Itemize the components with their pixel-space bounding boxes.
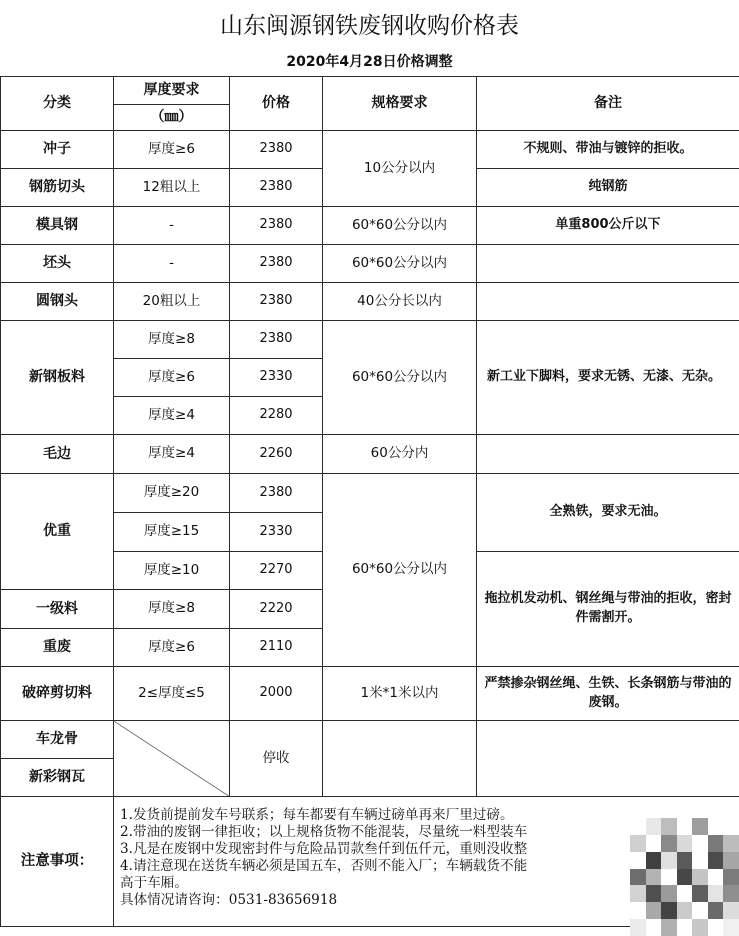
page-subtitle: 2020年4月28日价格调整: [286, 54, 453, 70]
table-row: [1, 131, 739, 169]
spec-cell: 60*60公分以内: [323, 207, 477, 245]
spec-cell: 60公分内: [323, 435, 477, 474]
spec-cell: 40公分长以内: [323, 283, 477, 321]
notice-line: 4.请注意现在送货车辆必须是国五车，否则不能入厂；车辆载货不能: [120, 858, 528, 874]
header-spec: 规格要求: [323, 77, 477, 131]
spec-cell: 60*60公分以内: [323, 474, 477, 667]
price-cell: 2330: [230, 359, 323, 397]
table-row: [1, 283, 739, 321]
table-row: [1, 207, 739, 245]
table-row: [1, 435, 739, 474]
thickness-cell: 厚度≥10: [114, 552, 230, 590]
category-cell: 新彩钢瓦: [1, 759, 114, 797]
category-cell: 车龙骨: [1, 721, 114, 759]
price-cell: 2110: [230, 629, 323, 667]
thickness-cell: 厚度≥8: [114, 590, 230, 629]
price-cell: 2380: [230, 169, 323, 207]
thickness-cell: -: [114, 207, 230, 245]
remark-cell: 严禁掺杂钢丝绳、生铁、长条钢筋与带油的废钢。: [477, 667, 739, 721]
notice-line: 2.带油的废钢一律拒收；以上规格货物不能混装，尽量统一料型装车: [120, 824, 528, 840]
thickness-cell: 厚度≥6: [114, 131, 230, 169]
page-title: 山东闽源钢铁废钢收购价格表: [220, 12, 519, 39]
price-cell: 2380: [230, 283, 323, 321]
header-category: 分类: [1, 77, 114, 131]
thickness-cell: 12粗以上: [114, 169, 230, 207]
thickness-cell: 厚度≥6: [114, 629, 230, 667]
price-cell: 2330: [230, 513, 323, 552]
thickness-cell: 20粗以上: [114, 283, 230, 321]
thickness-cell: -: [114, 245, 230, 283]
table-row: [1, 721, 739, 759]
thickness-cell: 2≤厚度≤5: [114, 667, 230, 721]
category-cell: 冲子: [1, 131, 114, 169]
price-cell: 2380: [230, 474, 323, 513]
thickness-cell: 厚度≥20: [114, 474, 230, 513]
notice-line: 具体情况请咨询：0531-83656918: [120, 892, 338, 908]
price-cell: 2000: [230, 667, 323, 721]
notice-label: 注意事项：: [1, 797, 114, 927]
price-cell: 2260: [230, 435, 323, 474]
category-cell: 毛边: [1, 435, 114, 474]
category-cell: 钢筋切头: [1, 169, 114, 207]
stopped-cell: 停收: [230, 721, 323, 797]
remark-cell: [477, 245, 739, 283]
header-price: 价格: [230, 77, 323, 131]
table-row: [1, 245, 739, 283]
category-cell: 坯头: [1, 245, 114, 283]
category-cell: 新钢板料: [1, 321, 114, 435]
notice-line: 1.发货前提前发车号联系；每车都要有车辆过磅单再来厂里过磅。: [120, 807, 514, 823]
category-cell: 一级料: [1, 590, 114, 629]
header-remark: 备注: [477, 77, 739, 131]
price-cell: 2380: [230, 321, 323, 359]
table-header-row: [1, 77, 739, 105]
remark-cell: 纯钢筋: [477, 169, 739, 207]
category-cell: 圆钢头: [1, 283, 114, 321]
remark-cell: 不规则、带油与镀锌的拒收。: [477, 131, 739, 169]
remark-cell: [477, 721, 739, 797]
notice-line: 3.凡是在废钢中发现密封件与危险品罚款叁仟到伍仟元，重则没收整: [120, 841, 528, 857]
header-thickness: 厚度要求: [114, 77, 230, 105]
spec-cell: 60*60公分以内: [323, 245, 477, 283]
remark-cell: [477, 283, 739, 321]
price-cell: 2380: [230, 207, 323, 245]
price-cell: 2280: [230, 397, 323, 435]
notice-row: [1, 797, 739, 927]
thickness-cell: 厚度≥8: [114, 321, 230, 359]
thickness-cell: 厚度≥15: [114, 513, 230, 552]
category-cell: 重废: [1, 629, 114, 667]
thickness-cell-empty: [114, 721, 230, 797]
remark-cell: 单重800公斤以下: [477, 207, 739, 245]
remark-cell: [477, 435, 739, 474]
spec-cell: [323, 721, 477, 797]
category-cell: 优重: [1, 474, 114, 590]
price-cell: 2380: [230, 131, 323, 169]
category-cell: 模具钢: [1, 207, 114, 245]
remark-cell: 拖拉机发动机、钢丝绳与带油的拒收，密封件需割开。: [477, 552, 739, 667]
notice-line: 高于车厢。: [120, 875, 188, 891]
category-cell: 破碎剪切料: [1, 667, 114, 721]
remark-cell: 新工业下脚料，要求无锈、无漆、无杂。: [477, 321, 739, 435]
table-row: [1, 321, 739, 359]
thickness-cell: 厚度≥4: [114, 435, 230, 474]
header-thickness-unit: （㎜）: [114, 105, 230, 131]
thickness-cell: 厚度≥4: [114, 397, 230, 435]
price-cell: 2220: [230, 590, 323, 629]
table-row: [1, 667, 739, 721]
spec-cell: 1米*1米以内: [323, 667, 477, 721]
thickness-cell: 厚度≥6: [114, 359, 230, 397]
price-cell: 2380: [230, 245, 323, 283]
table-row: [1, 474, 739, 513]
remark-cell: 全熟铁，要求无油。: [477, 474, 739, 552]
pixelated-qr-code: [630, 818, 739, 936]
price-cell: 2270: [230, 552, 323, 590]
spec-cell: 60*60公分以内: [323, 321, 477, 435]
price-table: [0, 76, 739, 927]
spec-cell: 10公分以内: [323, 131, 477, 207]
